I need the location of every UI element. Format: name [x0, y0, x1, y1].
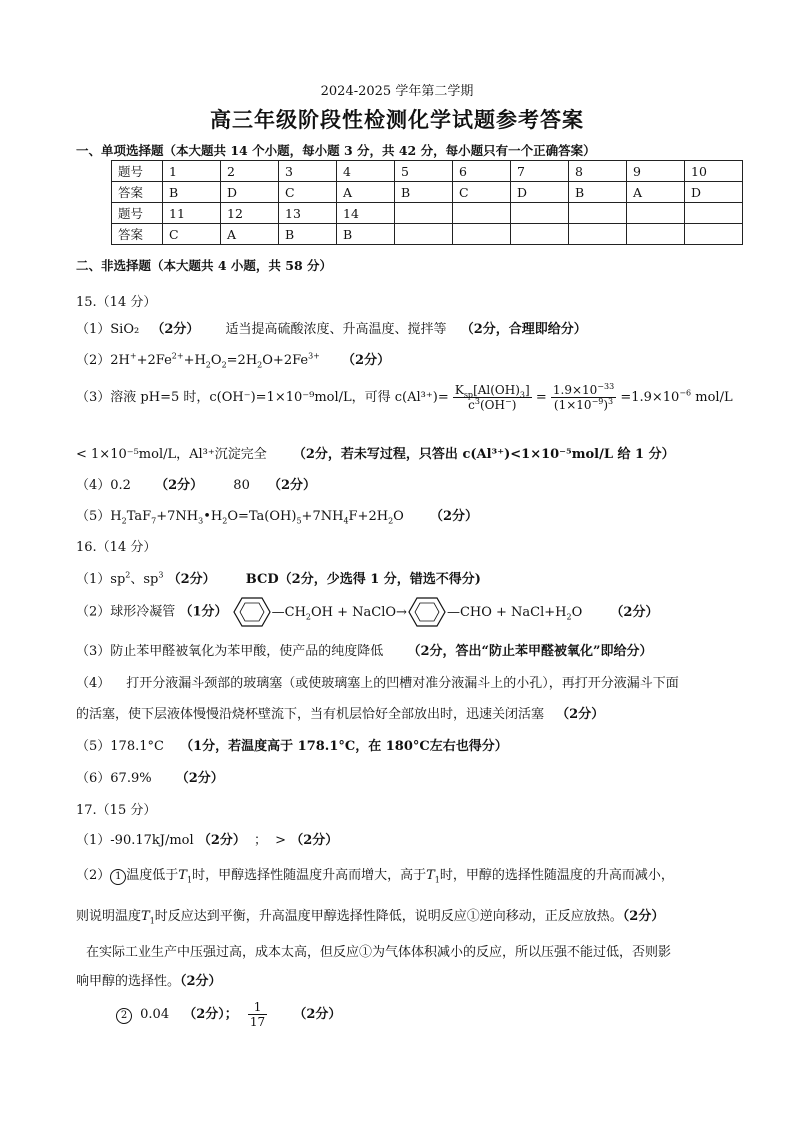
table-cell: [627, 224, 685, 245]
q16-part3: （3）防止苯甲醛被氧化为苯甲酸，使产品的纯度降低 （2分，答出“防止苯甲醛被氧化”即给分）: [76, 644, 653, 659]
table-cell: 5: [395, 161, 453, 182]
circled-one-icon: 1: [110, 869, 126, 885]
q15-label: 15.（14 分）: [76, 295, 157, 310]
q16-part5: （5）178.1°C （1分，若温度高于 178.1°C，在 180°C左右也得分）: [76, 739, 508, 754]
q17-part2-line4: 响甲醇的选择性。（2分）: [76, 974, 222, 989]
table-cell: [395, 203, 453, 224]
table-cell: 12: [221, 203, 279, 224]
table-cell: [395, 224, 453, 245]
table-cell: 14: [337, 203, 395, 224]
answer-table: [111, 160, 743, 245]
q16-part1: $(1)sp^2$、$sp^3$ （2分） BCD（2分，少选得 1 分，错选不得分): [76, 570, 481, 587]
table-cell: D: [685, 182, 743, 203]
table-cell: 6: [453, 161, 511, 182]
table-cell: 3: [279, 161, 337, 182]
table-row: [112, 203, 743, 224]
q15-part2: $(2)2H^++2Fe^{2+}+H_2O_2=2H_2O+2Fe^{3+}$ （2分）: [76, 351, 391, 370]
q17-part2-line2: 则说明温度$T_1$时反应达到平衡，升高温度甲醇选择性降低，说明反应①逆向移动，正反应放热。（2分）: [76, 909, 665, 926]
table-cell: [627, 203, 685, 224]
table-cell: 2: [221, 161, 279, 182]
table-cell: 11: [163, 203, 221, 224]
benzene-ring-icon: [407, 596, 447, 628]
exam-term: 2024-2025 学年第二学期: [320, 84, 474, 99]
q15-part1: （1）SiO₂ （2分） 适当提高硫酸浓度、升高温度、搅拌等 （2分，合理即给分）: [76, 322, 587, 337]
table-cell: D: [221, 182, 279, 203]
table-cell: C: [279, 182, 337, 203]
table-cell: [511, 224, 569, 245]
table-cell: B: [569, 182, 627, 203]
q15-part4: （4）0.2 （2分） 80 （2分）: [76, 478, 317, 493]
q16-part4-cont: 的活塞，使下层液体慢慢沿烧杯壁流下，当有机层恰好全部放出时，迅速关闭活塞 （2分）: [76, 707, 605, 722]
q15-part5: $(5)H_2TaF_7+7NH_3•H_2O=Ta(OH)_5+7NH_4F+2H_2O$ （2分）: [76, 509, 479, 526]
q15-part3: （3）溶液 pH=5 时，c(OH⁻)=1×10⁻⁹mol/L，可得 c(Al³⁺)= $\frac{K_{sp}[Al(OH)_3]}{c^3(OH^-)}$ = $\frac{1.9\times 10^{-33}}{(1\times 10^{-9})^3}$ $=1.9\times 10^{-6}$ mol/L: [76, 382, 733, 412]
q16-part6: （6）67.9% （2分）: [76, 771, 224, 786]
table-cell: C: [163, 224, 221, 245]
table-cell: 1: [163, 161, 221, 182]
table-cell: B: [337, 224, 395, 245]
table-cell: A: [627, 182, 685, 203]
table-cell: B: [163, 182, 221, 203]
q17-part2-line1: （2） 1 温度低于$T_1$时，甲醇选择性随温度升高而增大，高于$T_1$时，甲醇的选择性随温度的升高而减小，: [76, 868, 674, 885]
table-cell: D: [511, 182, 569, 203]
table-cell: [453, 224, 511, 245]
q17-label: 17.（15 分）: [76, 803, 157, 818]
table-cell: 7: [511, 161, 569, 182]
table-cell: A: [221, 224, 279, 245]
table-cell: 题号: [112, 203, 163, 224]
q17-part1: （1）-90.17kJ/mol （2分） ； > （2分）: [76, 833, 339, 848]
table-cell: 13: [279, 203, 337, 224]
page-title: 高三年级阶段性检测化学试题参考答案: [210, 107, 584, 132]
table-cell: C: [453, 182, 511, 203]
q16-part4: （4） 打开分液漏斗颈部的玻璃塞（或使玻璃塞上的凹槽对准分液漏斗上的小孔），再打开分液漏斗下面: [76, 676, 679, 691]
circled-two-icon: 2: [116, 1008, 132, 1024]
table-cell: [569, 203, 627, 224]
table-row: [112, 182, 743, 203]
table-row: [112, 224, 743, 245]
table-cell: B: [279, 224, 337, 245]
table-cell: 4: [337, 161, 395, 182]
table-cell: [453, 203, 511, 224]
q16-label: 16.（14 分）: [76, 540, 157, 555]
table-cell: 8: [569, 161, 627, 182]
reaction-equation: $H_2TaF_7+7NH_3•H_2O=Ta(OH)_5+7NH_4F+2H_2O$: [110, 509, 404, 526]
table-cell: A: [337, 182, 395, 203]
table-cell: [511, 203, 569, 224]
q16-part2: （2）球形冷凝管 （1分） $—CH_2OH$ + NaClO→ —CHO + $NaCl+H_2O$ （2分）: [76, 596, 658, 628]
table-cell: 答案: [112, 182, 163, 203]
benzene-ring-icon: [232, 596, 272, 628]
table-cell: [685, 224, 743, 245]
table-cell: 答案: [112, 224, 163, 245]
section-1-heading: 一、单项选择题（本大题共 14 个小题，每小题 3 分，共 42 分，每小题只有一个正确答案）: [76, 143, 596, 158]
ionic-equation: $2H^++2Fe^{2+}+H_2O_2=2H_2O+2Fe^{3+}$: [110, 351, 320, 370]
table-cell: [569, 224, 627, 245]
q17-part2-line3: 在实际工业生产中压强过高，成本太高，但反应①为气体体积减小的反应，所以压强不能过低，否则影: [86, 945, 672, 960]
q17-part2-subpart2: 2 0.04 （2分）； $\frac{1}{17}$ （2分）: [116, 1000, 341, 1029]
table-cell: [685, 203, 743, 224]
q15-part3-conclusion: < 1×10⁻⁵mol/L，Al³⁺沉淀完全 （2分，若未写过程，只答出 c(Al³⁺)<1×10⁻⁵mol/L 给 1 分）: [76, 447, 675, 462]
table-cell: 9: [627, 161, 685, 182]
table-cell: 题号: [112, 161, 163, 182]
table-cell: 10: [685, 161, 743, 182]
table-row: [112, 161, 743, 182]
table-cell: B: [395, 182, 453, 203]
section-2-heading: 二、非选择题（本大题共 4 小题，共 58 分）: [76, 258, 333, 273]
